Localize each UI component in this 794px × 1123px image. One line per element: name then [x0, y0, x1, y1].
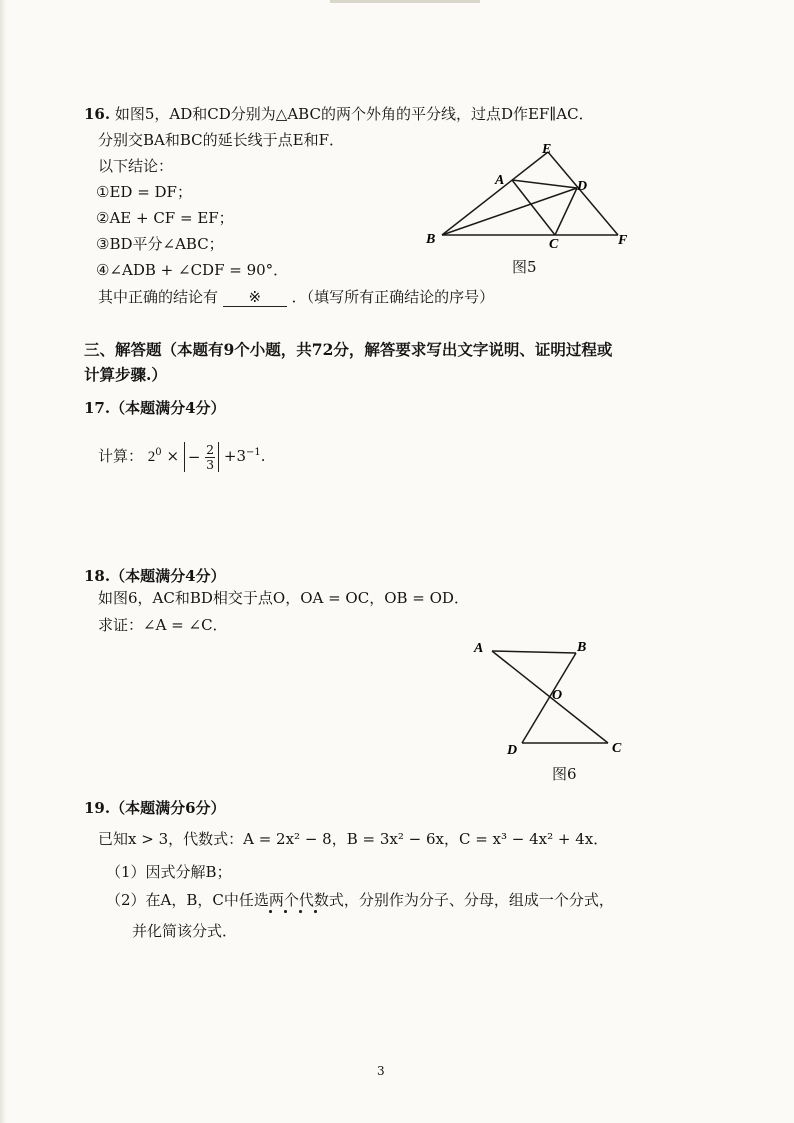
- q16-answer-line: [98, 286, 494, 307]
- emphasis-dot: [314, 910, 317, 913]
- q17-expression: [98, 438, 266, 472]
- q17-exp0: 0: [155, 447, 162, 458]
- q19-part-2-line-1: （2）在A，B，C中任选两个代数式，分别作为分子、分母，组成一个分式，: [106, 891, 614, 909]
- q16-stem-1: 如图5，AD和CD分别为△ABC的两个外角的平分线，过点D作EF∥AC．: [114, 105, 594, 123]
- figure-5-caption: 图5: [512, 258, 537, 276]
- page-edge-shadow: [0, 0, 6, 1123]
- q17-prefix: 计算：: [98, 447, 144, 465]
- figure-6: [466, 632, 636, 760]
- scan-artifact: [330, 0, 480, 3]
- line-be: [442, 152, 548, 235]
- emphasis-dot: [284, 910, 287, 913]
- q19-title: 19.（本题满分6分）: [84, 799, 226, 817]
- q16-answer-mark: ※: [248, 288, 262, 306]
- label-a: A: [495, 173, 505, 188]
- q19-part-2-line-2: 并化简该分式．: [132, 922, 238, 940]
- label-d: D: [507, 743, 518, 758]
- line-ad: [512, 180, 577, 188]
- q17-end: .: [260, 447, 266, 465]
- q17-exp-neg: −1: [246, 447, 261, 458]
- q16-option-2: ②AE + CF = EF；: [96, 209, 234, 227]
- q16-answer-prefix: 其中正确的结论有: [98, 288, 219, 306]
- q16-option-1: ①ED = DF；: [96, 183, 192, 201]
- q17-denominator: 3: [206, 457, 215, 473]
- label-e: E: [542, 142, 552, 157]
- q16-intro: 以下结论：: [98, 157, 174, 175]
- label-c: C: [612, 741, 622, 756]
- label-o: O: [552, 688, 563, 703]
- emphasis-dot: [269, 910, 272, 913]
- line-ab: [492, 651, 576, 653]
- section-3-heading-2: 计算步骤.）: [84, 365, 167, 384]
- page-number: 3: [377, 1064, 385, 1078]
- q17-plus-three: +3: [223, 447, 247, 465]
- q19-given: 已知x > 3，代数式：A = 2x² − 8，B = 3x² − 6x，C = x³ − 4x² + 4x．: [98, 830, 609, 848]
- label-a: A: [474, 641, 484, 656]
- label-d: D: [577, 179, 588, 194]
- label-f: F: [618, 233, 628, 248]
- q17-fraction: [205, 443, 215, 472]
- q17-minus: −: [187, 447, 201, 466]
- line-bd: [442, 188, 577, 235]
- q16-answer-suffix: ．（填写所有正确结论的序号）: [291, 288, 495, 306]
- q17-numerator: 2: [206, 442, 215, 458]
- q16-option-3: ③BD平分∠ABC；: [96, 235, 224, 253]
- q16-option-4: ④∠ADB + ∠CDF = 90°．: [96, 261, 289, 279]
- q16-stem-2: 分别交BA和BC的延长线于点E和F．: [98, 131, 344, 149]
- line-ac: [512, 180, 555, 235]
- label-c: C: [549, 237, 559, 252]
- q18-stem: 如图6，AC和BD相交于点O，OA = OC，OB = OD．: [98, 589, 469, 607]
- q17-title: 17.（本题满分4分）: [84, 399, 226, 417]
- q19-part-1: （1）因式分解B；: [106, 863, 232, 881]
- figure-6-caption: 图6: [552, 765, 577, 783]
- q16-number: 16.: [84, 105, 111, 123]
- q16-answer-blank[interactable]: [223, 288, 287, 307]
- q18-prove: 求证：∠A = ∠C．: [98, 616, 228, 634]
- q16-line1: [84, 103, 594, 124]
- q17-base: 2: [147, 449, 156, 465]
- label-b: B: [577, 640, 587, 655]
- label-b: B: [426, 232, 436, 247]
- q17-absolute-value: [184, 442, 219, 473]
- line-bd: [522, 653, 576, 743]
- section-3-heading-1: 三、解答题（本题有9个小题，共72分，解答要求写出文字说明、证明过程或: [84, 340, 613, 359]
- q18-title: 18.（本题满分4分）: [84, 567, 226, 585]
- q17-times: ×: [166, 447, 180, 465]
- emphasis-dot: [299, 910, 302, 913]
